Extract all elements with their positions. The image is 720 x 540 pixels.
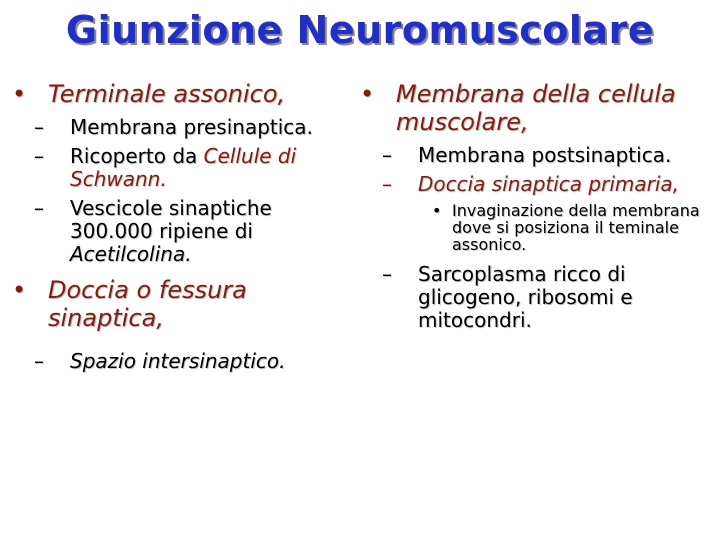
bullet-label: Doccia o fessura sinaptica,	[48, 276, 247, 332]
sub-bullet-membrana-postsinaptica	[360, 144, 715, 167]
right-column	[360, 80, 715, 338]
bullet-dash: –	[34, 115, 44, 139]
sub-bullet-text: Membrana postsinaptica.	[418, 143, 672, 167]
bullet-membrana-cellula	[360, 80, 715, 136]
sub-bullet-membrana-presinaptica	[12, 116, 352, 139]
sub-bullet-text: Ricoperto da	[70, 144, 204, 168]
bullet-dash: –	[382, 143, 392, 167]
sub-bullet-spazio	[12, 350, 352, 373]
sub-bullet-doccia-primaria	[360, 173, 715, 196]
sub-sub-bullet-text: Invaginazione della membrana dove si posiziona il teminale assonico.	[452, 201, 700, 254]
sub-bullet-ricoperto	[12, 145, 352, 191]
bullet-dash: –	[34, 196, 44, 220]
bullet-dash: –	[34, 349, 44, 373]
sub-bullet-text: Sarcoplasma ricco di glicogeno, ribosomi e mitocondri.	[418, 262, 633, 332]
bullet-dot: •	[360, 80, 375, 108]
bullet-label: Membrana della cellula muscolare,	[396, 80, 676, 136]
bullet-dot: •	[12, 276, 27, 304]
sub-bullet-text: Spazio intersinaptico.	[70, 349, 286, 373]
sub-sub-bullet-invaginazione	[360, 202, 715, 253]
bullet-dash: –	[382, 172, 392, 196]
bullet-dot: •	[12, 80, 27, 108]
bullet-dash: –	[382, 262, 392, 286]
bullet-dot: •	[432, 201, 442, 220]
bullet-label: Terminale assonico,	[48, 80, 286, 108]
bullet-dash: –	[34, 144, 44, 168]
sub-bullet-text: Membrana presinaptica.	[70, 115, 313, 139]
sub-bullet-emphasis: Acetilcolina.	[70, 242, 192, 266]
sub-bullet-text: Vescicole sinaptiche 300.000 ripiene di	[70, 196, 272, 243]
sub-bullet-vescicole	[12, 197, 352, 266]
sub-bullet-sarcoplasma	[360, 263, 715, 332]
left-column	[12, 80, 352, 379]
bullet-doccia-fessura	[12, 276, 352, 332]
sub-bullet-text: Doccia sinaptica primaria,	[418, 172, 680, 196]
sub-bullet-emphasis: Cellule di Schwann.	[70, 144, 297, 191]
bullet-terminale-assonico	[12, 80, 352, 108]
slide-title: Giunzione Neuromuscolare	[65, 8, 655, 52]
